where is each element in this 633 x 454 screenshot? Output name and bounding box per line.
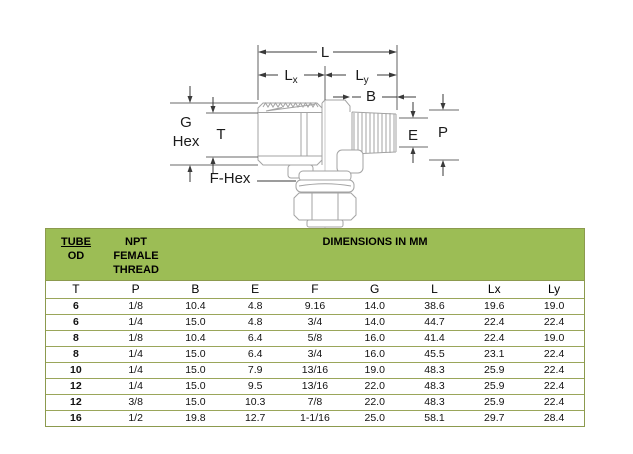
table-row: 10 1/4 15.0 7.9 13/16 19.0 48.3 25.9 22.4 bbox=[46, 362, 584, 378]
label-B: B bbox=[365, 88, 377, 105]
column-header-Ly: Ly bbox=[524, 281, 584, 298]
dimensions-grid bbox=[46, 281, 584, 426]
left-compression-nut bbox=[258, 103, 322, 165]
column-header-F: F bbox=[285, 281, 345, 298]
tube-od-header bbox=[46, 229, 106, 280]
branch-right-flange bbox=[337, 150, 363, 173]
table-row: 16 1/2 19.8 12.7 1-1/16 25.0 58.1 29.7 28.4 bbox=[46, 410, 584, 426]
dim-Ly bbox=[325, 67, 397, 86]
dimensions-in-mm-title: DIMENSIONS IN MM bbox=[322, 236, 428, 248]
label-P: P bbox=[437, 124, 449, 141]
column-header-Lx: Lx bbox=[464, 281, 524, 298]
label-T: T bbox=[216, 126, 226, 143]
label-Ly: $L_y$ bbox=[355, 67, 369, 86]
label-Hex: Hex bbox=[172, 133, 200, 150]
table-row: 6 1/4 15.0 4.8 3/4 14.0 44.7 22.4 22.4 bbox=[46, 314, 584, 330]
table-row: 8 1/4 15.0 6.4 3/4 16.0 45.5 23.1 22.4 bbox=[46, 346, 584, 362]
table-green-header bbox=[46, 229, 584, 281]
branch-bottom-stub bbox=[307, 220, 343, 227]
male-thread bbox=[352, 112, 396, 154]
table-row: 8 1/8 10.4 6.4 5/8 16.0 41.4 22.4 19.0 bbox=[46, 330, 584, 346]
column-header-G: G bbox=[345, 281, 405, 298]
dim-Lx bbox=[258, 66, 325, 100]
table-row: 12 1/4 15.0 9.5 13/16 22.0 48.3 25.9 22.4 bbox=[46, 378, 584, 394]
column-header-B: B bbox=[166, 281, 226, 298]
dim-T bbox=[206, 97, 258, 173]
branch-ring-lower bbox=[296, 180, 354, 192]
column-header-T: T bbox=[46, 281, 106, 298]
label-Lx: $L_x$ bbox=[284, 67, 298, 86]
dim-P bbox=[429, 94, 459, 176]
label-G: G bbox=[180, 114, 192, 131]
tube-label: TUBE bbox=[61, 236, 91, 248]
table-row: 6 1/8 10.4 4.8 9.16 14.0 38.6 19.6 19.0 bbox=[46, 298, 584, 314]
od-label: OD bbox=[67, 250, 85, 262]
label-E: E bbox=[407, 127, 419, 144]
dim-F-hex bbox=[210, 170, 296, 187]
column-header-P: P bbox=[106, 281, 166, 298]
branch-hex-nut bbox=[294, 193, 356, 220]
column-header-L: L bbox=[405, 281, 465, 298]
column-header-row bbox=[46, 281, 584, 298]
dim-E bbox=[399, 102, 428, 163]
dimensions-table bbox=[45, 228, 585, 427]
dim-G-hex bbox=[170, 86, 258, 182]
thread-crests bbox=[354, 113, 394, 153]
label-L: L bbox=[320, 44, 330, 61]
dim-B bbox=[333, 88, 416, 105]
column-header-E: E bbox=[225, 281, 285, 298]
table-row: 12 3/8 15.0 10.3 7/8 22.0 48.3 25.9 22.4 bbox=[46, 394, 584, 410]
npt-female-thread-header: NPT FEMALE THREAD bbox=[113, 236, 159, 276]
label-F-Hex: F-Hex bbox=[209, 170, 251, 187]
